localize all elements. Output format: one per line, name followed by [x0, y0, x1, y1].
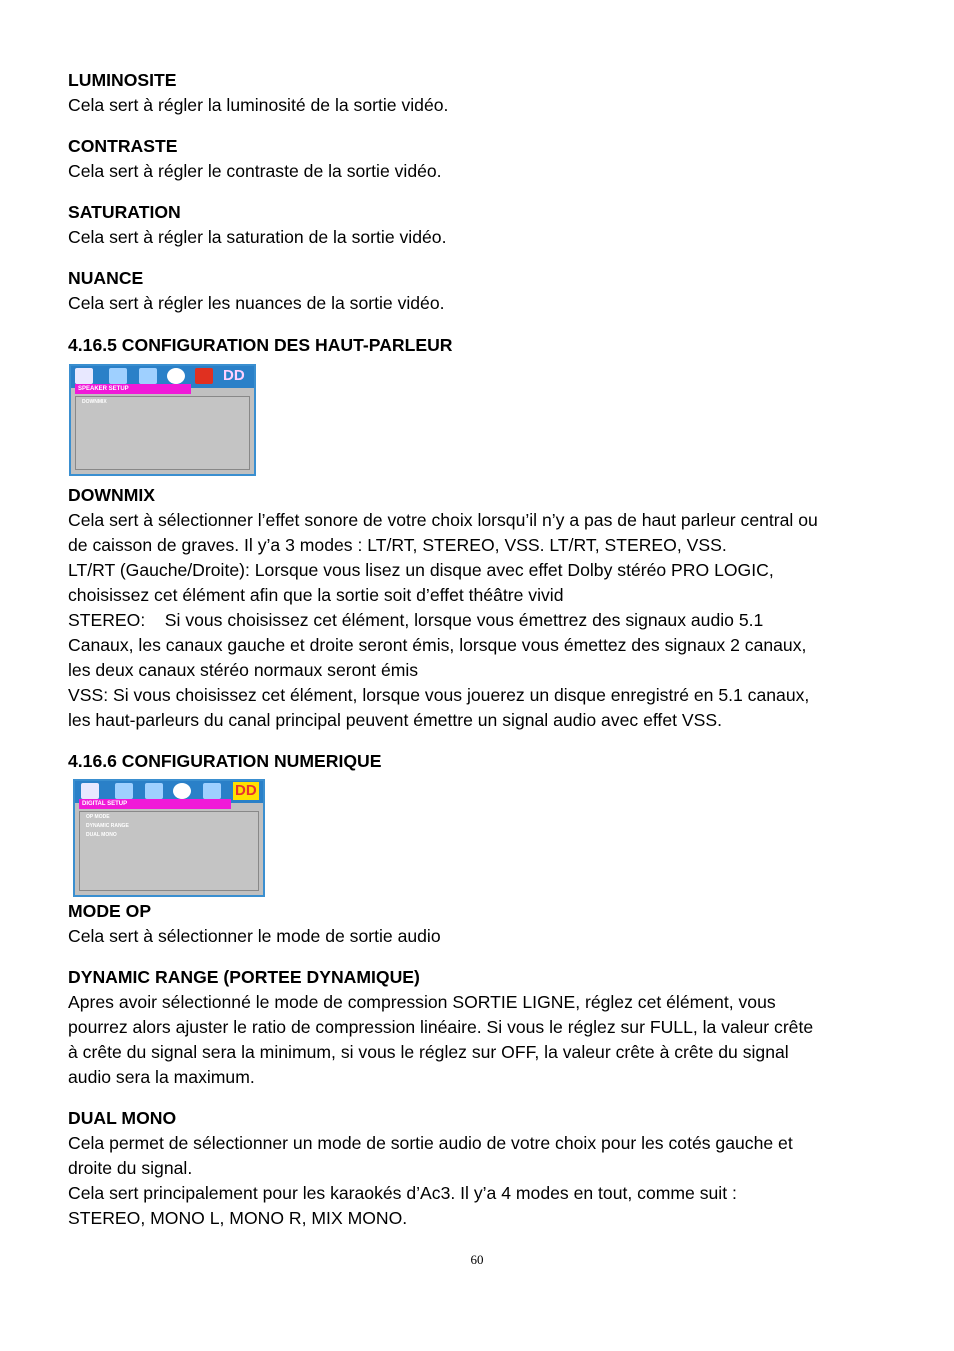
- downmix-line: choisissez cet élément afin que la sortie soit d’effet théâtre vivid: [68, 585, 564, 605]
- heading-dual-mono: DUAL MONO: [68, 1108, 177, 1128]
- osd-pane: [75, 396, 250, 470]
- heading-dynamic-range: DYNAMIC RANGE (PORTEE DYNAMIQUE): [68, 967, 420, 987]
- dynamic-range-line: pourrez alors ajuster le ratio de compression linéaire. Si vous le réglez sur FULL, la valeur crête: [68, 1017, 814, 1037]
- heading-saturation: SATURATION: [68, 202, 181, 222]
- section-saturation: [68, 200, 898, 250]
- text-nuance: Cela sert à régler les nuances de la sortie vidéo.: [68, 293, 445, 313]
- tv-icon: [75, 368, 93, 384]
- osd-item-dynamic-range: DYNAMIC RANGE: [86, 823, 129, 829]
- preference-icon: [173, 783, 191, 799]
- music-icon: [139, 368, 157, 384]
- dual-mono-line: STEREO, MONO L, MONO R, MIX MONO.: [68, 1208, 408, 1228]
- dual-mono-line: Cela permet de sélectionner un mode de sortie audio de votre choix pour les cotés gauche et: [68, 1133, 793, 1153]
- downmix-line: les haut-parleurs du canal principal peuvent émettre un signal audio avec effet VSS.: [68, 710, 722, 730]
- osd-menu-bar: SPEAKER SETUP: [75, 384, 191, 394]
- dynamic-range-line: à crête du signal sera la minimum, si vous le réglez sur OFF, la valeur crête à crête du signal: [68, 1042, 789, 1062]
- downmix-line: de caisson de graves. Il y’a 3 modes : LT/RT, STEREO, VSS. LT/RT, STEREO, VSS.: [68, 535, 727, 555]
- section-dual-mono: [68, 1106, 898, 1231]
- section-dynamic-range: [68, 965, 898, 1090]
- osd-menu-bar: DIGITAL SETUP: [79, 799, 231, 809]
- audio-icon: [109, 368, 127, 384]
- dolby-digital-icon: DD: [223, 367, 245, 384]
- downmix-line: STEREO: Si vous choisissez cet élément, lorsque vous émettrez des signaux audio 5.1: [68, 610, 764, 630]
- heading-downmix: DOWNMIX: [68, 485, 155, 505]
- speaker-setup-screenshot: [69, 364, 256, 476]
- osd-item-op-mode: OP MODE: [86, 814, 110, 820]
- heading-nuance: NUANCE: [68, 268, 144, 288]
- dual-mono-line: droite du signal.: [68, 1158, 193, 1178]
- audio-icon: [115, 783, 133, 799]
- dynamic-range-line: Apres avoir sélectionné le mode de compression SORTIE LIGNE, réglez cet élément, vous: [68, 992, 776, 1012]
- downmix-line: Canaux, les canaux gauche et droite seront émis, lorsque vous émettez des signaux 2 canaux,: [68, 635, 807, 655]
- section-luminosite: [68, 68, 898, 118]
- dual-mono-line: Cela sert principalement pour les karaokés d’Ac3. Il y’a 4 modes en tout, comme suit :: [68, 1183, 737, 1203]
- section-downmix: [68, 483, 898, 733]
- heading-mode-op: MODE OP: [68, 901, 152, 921]
- section-nuance: [68, 266, 898, 316]
- text-luminosite: Cela sert à régler la luminosité de la sortie vidéo.: [68, 95, 449, 115]
- preference-icon: [167, 368, 185, 384]
- downmix-line: Cela sert à sélectionner l’effet sonore de votre choix lorsqu’il n’y a pas de haut parleur central ou: [68, 510, 818, 530]
- dolby-digital-icon: DD: [235, 782, 257, 799]
- section-speaker-setup: [68, 333, 898, 358]
- text-contraste: Cela sert à régler le contraste de la sortie vidéo.: [68, 161, 442, 181]
- downmix-line: VSS: Si vous choisissez cet élément, lorsque vous jouerez un disque enregistré en 5.1 canaux,: [68, 685, 810, 705]
- page-number: 60: [470, 1252, 484, 1267]
- text-saturation: Cela sert à régler la saturation de la sortie vidéo.: [68, 227, 447, 247]
- section-contraste: [68, 134, 898, 184]
- heading-luminosite: LUMINOSITE: [68, 70, 177, 90]
- heading-speaker-setup: 4.16.5 CONFIGURATION DES HAUT-PARLEUR: [68, 335, 453, 355]
- downmix-line: LT/RT (Gauche/Droite): Lorsque vous lisez un disque avec effet Dolby stéréo PRO LOGIC,: [68, 560, 774, 580]
- dynamic-range-line: audio sera la maximum.: [68, 1067, 255, 1087]
- text-mode-op: Cela sert à sélectionner le mode de sortie audio: [68, 926, 441, 946]
- osd-item-downmix: DOWNMIX: [82, 399, 107, 405]
- speaker-icon: [203, 783, 221, 799]
- osd-item-dual-mono: DUAL MONO: [86, 832, 117, 838]
- music-icon: [145, 783, 163, 799]
- osd-pane: [79, 811, 259, 891]
- digital-setup-screenshot: [73, 779, 265, 897]
- heading-digital-setup: 4.16.6 CONFIGURATION NUMERIQUE: [68, 751, 382, 771]
- speaker-icon: [195, 368, 213, 384]
- tv-icon: [81, 783, 99, 799]
- section-mode-op: [68, 899, 898, 949]
- section-digital-setup: [68, 749, 898, 774]
- heading-contraste: CONTRASTE: [68, 136, 178, 156]
- downmix-line: les deux canaux stéréo normaux seront émis: [68, 660, 419, 680]
